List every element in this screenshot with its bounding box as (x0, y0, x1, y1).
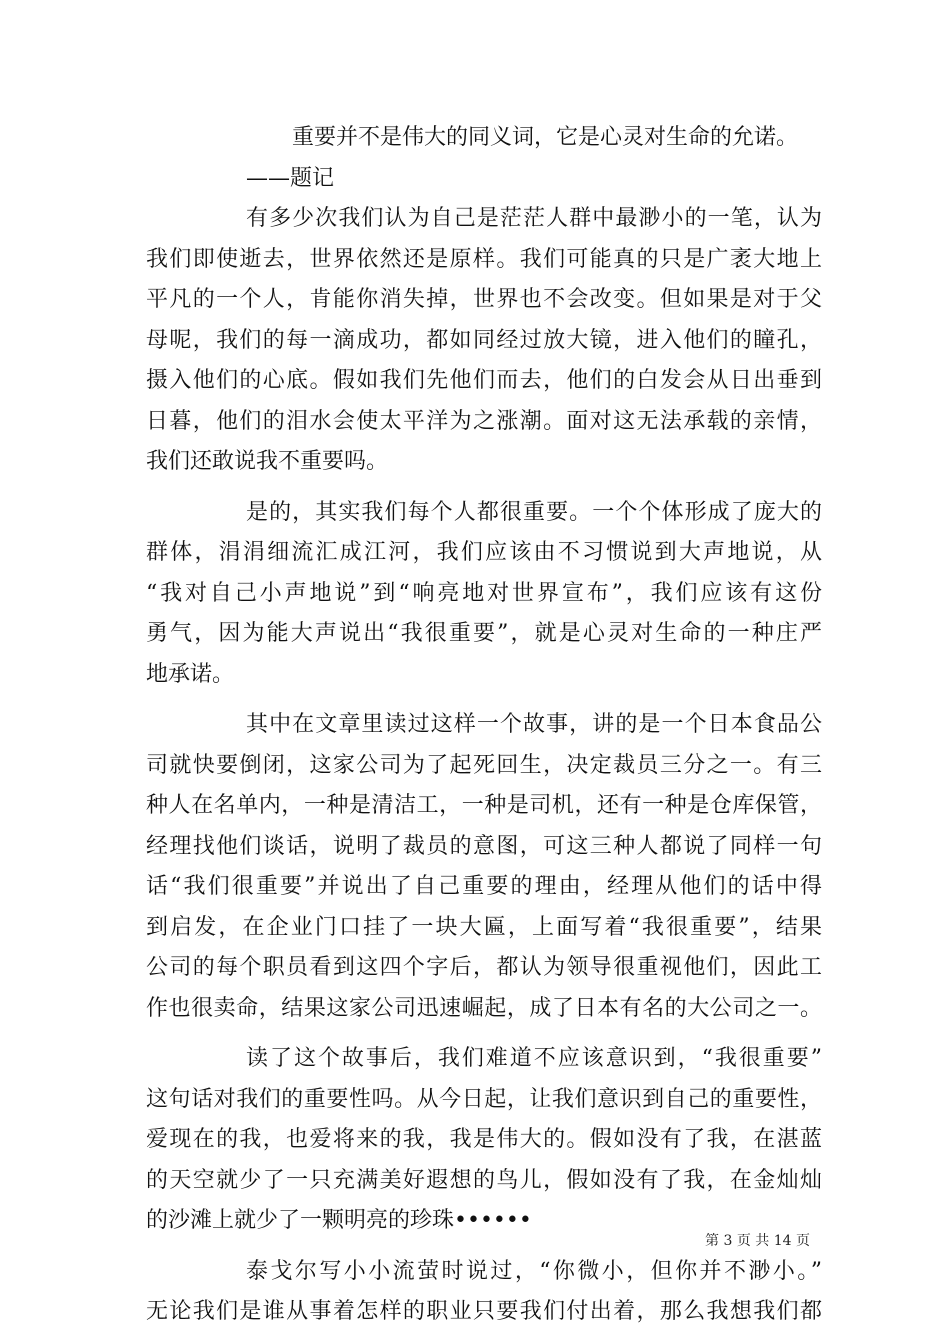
paragraph-5 (146, 1252, 822, 1333)
paragraph-line: 平凡的一个人，肯能你消失掉，世界也不会改变。但如果是对于父 (146, 287, 822, 312)
paragraph-line: 其中在文章里读过这样一个故事，讲的是一个日本食品公 (246, 712, 822, 737)
paragraph-line: 公司的每个职员看到这四个字后，都认为领导很重视他们，因此工 (146, 955, 822, 980)
page-number: 第 3 页 共 14 页 (705, 1233, 810, 1249)
paragraph-line: 司就快要倒闭，这家公司为了起死回生，决定裁员三分之一。有三 (146, 752, 822, 778)
paragraph-line: 勇气，因为能大声说出“我很重要”，就是心灵对生命的一种庄严 (146, 621, 822, 646)
paragraph-line: 的天空就少了一只充满美好遐想的鸟儿，假如没有了我，在金灿灿 (146, 1167, 822, 1193)
paragraph-line: 是的，其实我们每个人都很重要。一个个体形成了庞大的 (246, 499, 822, 525)
paragraph-line: 的沙滩上就少了一颗明亮的珍珠•••••• (146, 1208, 532, 1233)
paragraph-line: 群体，涓涓细流汇成江河，我们应该由不习惯说到大声地说，从 (146, 540, 822, 565)
paragraph-line: 爱现在的我，也爱将来的我，我是伟大的。假如没有了我，在湛蓝 (146, 1127, 822, 1152)
paragraph-line: 这句话对我们的重要性吗。从今日起，让我们意识到自己的重要性， (146, 1086, 822, 1112)
paragraph-line: 话“我们很重要”并说出了自己重要的理由，经理从他们的话中得 (146, 874, 822, 899)
paragraph-2 (146, 493, 822, 696)
paragraph-line: 作也很卖命，结果这家公司迅速崛起，成了日本有名的大公司之一。 (146, 995, 822, 1021)
paragraph-line: 种人在名单内，一种是清洁工，一种是司机，还有一种是仓库保管， (146, 793, 822, 818)
epigraph-signature: ——题记 (246, 165, 335, 191)
paragraph-line: “我对自己小声地说”到“响亮地对世界宣布”，我们应该有这份 (146, 580, 822, 606)
paragraph-line: 日暮，他们的泪水会使太平洋为之涨潮。面对这无法承载的亲情， (146, 408, 822, 434)
epigraph-quote: 重要并不是伟大的同义词，它是心灵对生命的允诺。 (292, 125, 799, 150)
paragraph-4 (146, 1039, 822, 1242)
paragraph-line: 读了这个故事后，我们难道不应该意识到，“我很重要” (246, 1046, 822, 1071)
paragraph-line: 经理找他们谈话，说明了裁员的意图，可这三种人都说了同样一句 (146, 833, 822, 859)
paragraph-3 (146, 705, 822, 1029)
paragraph-line: 到启发，在企业门口挂了一块大匾，上面写着“我很重要”，结果 (146, 914, 822, 940)
paragraph-line: 地承诺。 (146, 661, 235, 687)
paragraph-line: 有多少次我们认为自己是茫茫人群中最渺小的一笔，认为 (246, 206, 822, 231)
paragraph-line: 摄入他们的心底。假如我们先他们而去，他们的白发会从日出垂到 (146, 368, 822, 393)
paragraph-line: 我们即使逝去，世界依然还是原样。我们可能真的只是广袤大地上 (146, 246, 822, 272)
paragraph-line: 我们还敢说我不重要吗。 (146, 449, 389, 474)
paragraph-line: 泰戈尔写小小流萤时说过，“你微小，但你并不渺小。” (246, 1258, 822, 1284)
paragraph-line: 无论我们是谁从事着怎样的职业只要我们付出着，那么我想我们都 (146, 1299, 822, 1324)
paragraph-line: 母呢，我们的每一滴成功，都如同经过放大镜，进入他们的瞳孔， (146, 327, 822, 353)
body-text (146, 118, 822, 1343)
paragraph-1 (146, 199, 822, 483)
